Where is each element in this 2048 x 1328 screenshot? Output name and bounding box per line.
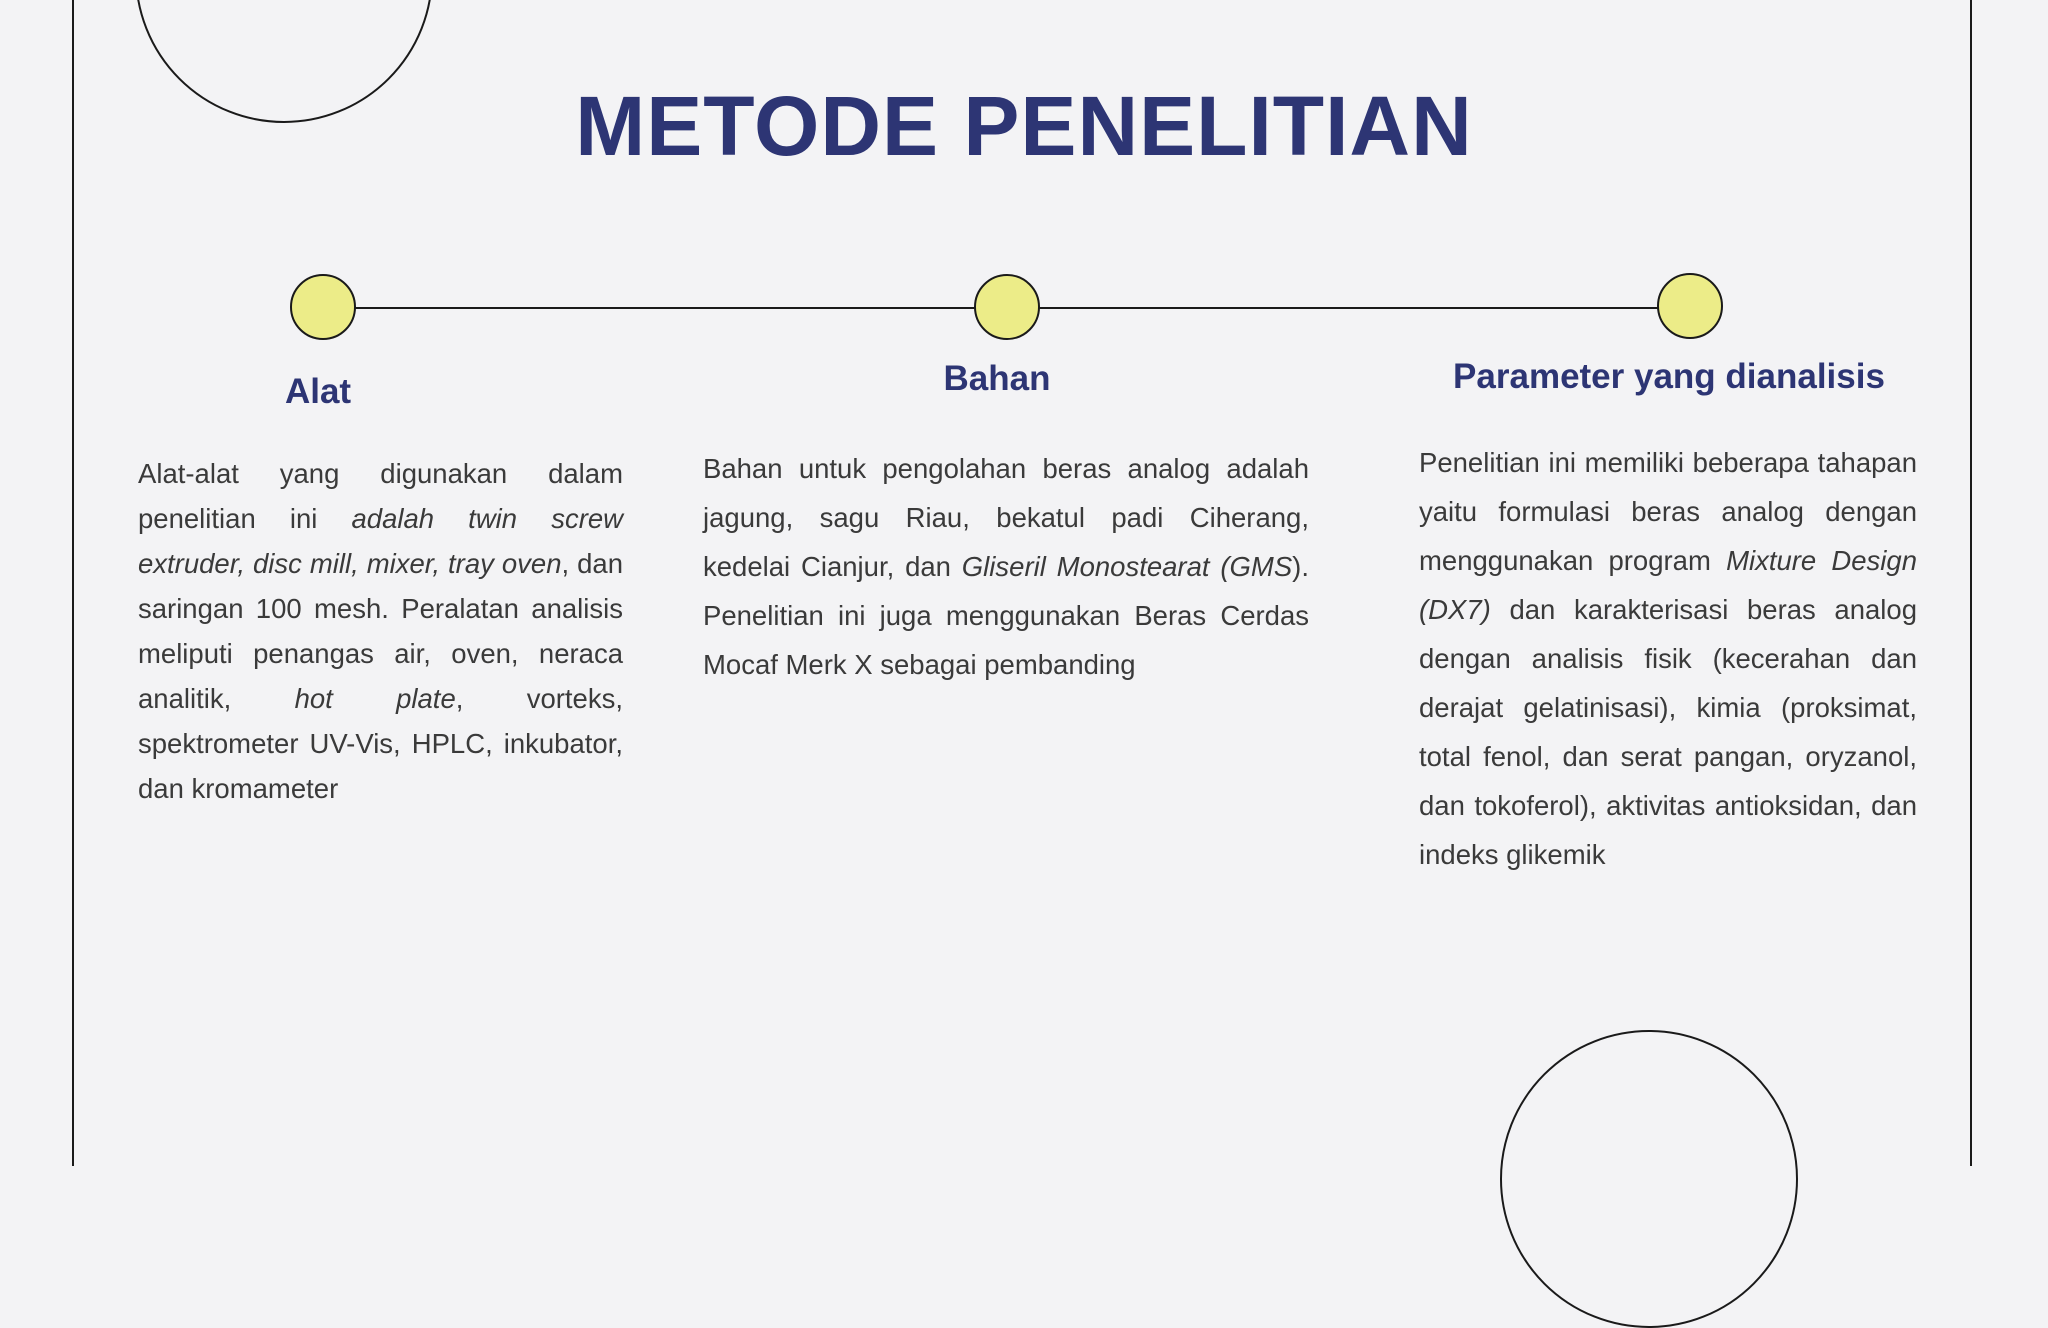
step-heading-alat: Alat bbox=[284, 372, 352, 411]
timeline-node-alat bbox=[290, 274, 356, 340]
text-segment: Alat-alat yang digunakan dalam penelitian ini bbox=[138, 458, 623, 534]
text-segment: dan karakterisasi beras analog dengan analisis fisik (kecerahan dan derajat gelatinisasi), kimia (proksimat, total fenol, dan serat pangan, oryzanol, dan tokoferol), aktivitas antioksidan, dan indeks glikemik bbox=[1419, 594, 1917, 870]
text-segment: Bahan untuk pengolahan beras analog adalah jagung, sagu Riau, bekatul padi Ciherang, kedelai Cianjur, dan bbox=[703, 453, 1309, 582]
step-heading-bahan: Bahan bbox=[943, 359, 1051, 398]
decorative-circle-bottom bbox=[1500, 1030, 1798, 1328]
step-text-alat bbox=[138, 451, 623, 811]
text-segment-italic: hot plate bbox=[294, 683, 456, 714]
text-segment: , vorteks, spektrometer UV-Vis, HPLC, inkubator, dan kromameter bbox=[138, 683, 623, 804]
timeline-node-bahan bbox=[974, 274, 1040, 340]
text-segment-italic: adalah twin screw extruder, disc mill, mixer, tray oven bbox=[138, 503, 624, 579]
text-segment: ). Penelitian ini juga menggunakan Beras Cerdas Mocaf Merk X sebagai pembanding bbox=[703, 551, 1309, 680]
timeline-node-parameter bbox=[1657, 273, 1723, 339]
text-segment: Penelitian ini memiliki beberapa tahapan yaitu formulasi beras analog dengan menggunakan program bbox=[1419, 447, 1917, 576]
slide-title: METODE PENELITIAN bbox=[575, 79, 1473, 173]
step-text-bahan bbox=[703, 444, 1309, 689]
text-segment: , dan saringan 100 mesh. Peralatan analisis meliputi penangas air, oven, neraca analitik, bbox=[138, 548, 623, 714]
step-text-parameter bbox=[1419, 438, 1917, 879]
text-segment-italic: Gliseril Monostearat (GMS bbox=[961, 551, 1293, 582]
text-segment-italic: Mixture Design (DX7) bbox=[1419, 545, 1917, 625]
step-heading-parameter: Parameter yang dianalisis bbox=[1453, 357, 1885, 396]
